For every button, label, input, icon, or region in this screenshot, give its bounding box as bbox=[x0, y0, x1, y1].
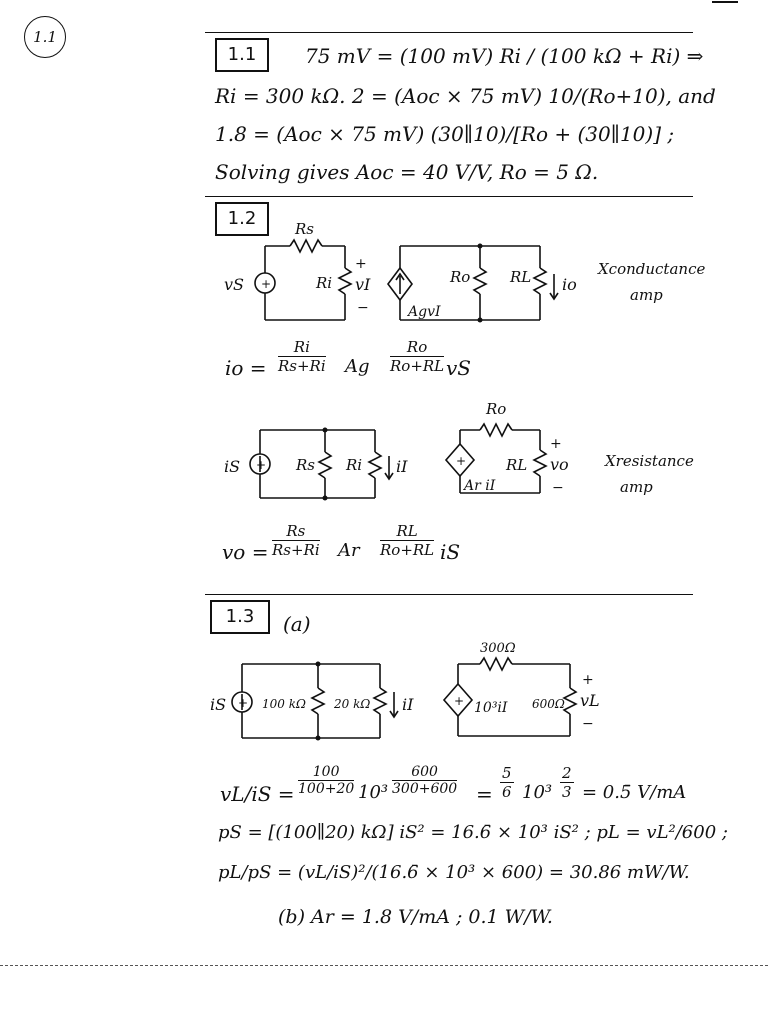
eq-vl-lhs: vL/iS = bbox=[220, 782, 295, 806]
eq-power-source: pS = [(100∥20) kΩ] iS² = 16.6̄ × 10³ iS² ; pL = vL²/600 ; bbox=[218, 822, 728, 843]
p11-line2: Ri = 300 kΩ. 2 = (Aoc × 75 mV) 10/(Ro+10), and bbox=[215, 84, 716, 108]
problem-label-1-1: 1.1 bbox=[215, 38, 269, 72]
eq-vo-mid: Ar bbox=[338, 540, 360, 561]
vl-label: vL bbox=[580, 691, 600, 710]
eq-io-d2: Ro+RL bbox=[390, 357, 445, 375]
svg-text:+: + bbox=[454, 694, 465, 708]
vs-label: vS bbox=[224, 275, 244, 294]
problem-1-3-circuit bbox=[210, 636, 690, 746]
r300-label: 300Ω bbox=[480, 641, 516, 656]
is-label: iS bbox=[224, 457, 241, 476]
eq-vo-frac2 bbox=[380, 522, 434, 559]
r600-label: 600Ω bbox=[532, 697, 565, 711]
vi-label: vI bbox=[355, 275, 371, 294]
p11-line4: Solving gives Aoc = 40 V/V, Ro = 5 Ω. bbox=[215, 160, 599, 184]
ii-label: iI bbox=[396, 457, 408, 476]
bottom-rule bbox=[0, 965, 768, 966]
rl2-label: RL bbox=[506, 456, 528, 474]
problem-label-1-2: 1.2 bbox=[215, 202, 269, 236]
eq-vl-mid1: 10³ bbox=[358, 782, 389, 803]
ii3-label: iI bbox=[402, 695, 414, 714]
part-a-label: (a) bbox=[283, 612, 311, 636]
vo-label: vo bbox=[550, 455, 569, 474]
eq-io-frac1 bbox=[278, 338, 326, 375]
p11-line1: 75 mV = (100 mV) Ri / (100 kΩ + Ri) ⇒ bbox=[305, 44, 704, 68]
eq-vl-n1: 100 bbox=[298, 764, 354, 781]
eq-vl-d4: 3 bbox=[562, 783, 572, 801]
rs-label: Rs bbox=[295, 220, 314, 238]
eq-vl-d3: 6 bbox=[502, 783, 512, 801]
page-number-badge bbox=[24, 16, 66, 58]
section-rule bbox=[205, 594, 693, 595]
eq-io-n2: Ro bbox=[390, 338, 444, 357]
minus-label: − bbox=[357, 300, 369, 316]
note-amp: amp bbox=[630, 286, 663, 304]
eq-vl-frac4 bbox=[560, 764, 574, 801]
dep-source3-label: 10³iI bbox=[474, 700, 508, 716]
section-rule bbox=[205, 196, 693, 197]
ro-label: Ro bbox=[450, 268, 471, 286]
io-label: io bbox=[562, 275, 577, 294]
eq-vl-frac1 bbox=[298, 764, 354, 797]
eq-vl-d2: 300+600 bbox=[392, 781, 458, 797]
eq-vl-rhs: = 0.5̄ V/mA bbox=[582, 782, 687, 803]
eq-vl-mid2: 10³ bbox=[522, 782, 553, 803]
eq-io-d1: Rs+Ri bbox=[278, 357, 326, 375]
eq-io-lhs: io = bbox=[225, 356, 267, 380]
eq-io-frac2 bbox=[390, 338, 444, 375]
note-xresistance: Xresistance bbox=[605, 452, 694, 470]
eq-power-ratio: pL/pS = (vL/iS)²/(16.6̄ × 10³ × 600) = 30.86 mW/W. bbox=[218, 862, 690, 883]
rs2-label: Rs bbox=[296, 456, 315, 474]
svg-text:+: + bbox=[238, 696, 249, 710]
eq-vl-d1: 100+20 bbox=[298, 781, 355, 797]
eq-vo-frac1 bbox=[272, 522, 320, 559]
note-xconductance: Xconductance bbox=[598, 260, 706, 278]
eq-vo-n1: Rs bbox=[272, 522, 320, 541]
minus3-label: − bbox=[582, 716, 594, 732]
transconductance-circuit bbox=[210, 218, 710, 328]
eq-io-rhs: vS bbox=[446, 356, 471, 380]
corner-mark bbox=[712, 1, 738, 3]
is3-label: iS bbox=[210, 695, 227, 714]
plus2-label: + bbox=[550, 436, 562, 452]
transresistance-circuit bbox=[210, 398, 710, 510]
dep-source2-label: Ar iI bbox=[464, 478, 496, 494]
r20k-label: 20 kΩ bbox=[334, 697, 371, 711]
eq-vl-n2: 600 bbox=[392, 764, 457, 781]
eq-vo-d1: Rs+Ri bbox=[272, 541, 320, 559]
problem-label-1-3: 1.3 bbox=[210, 600, 270, 634]
part-b-answer: (b) Ar = 1.8 V/mA ; 0.1 W/W. bbox=[278, 906, 553, 928]
svg-text:+: + bbox=[256, 458, 267, 472]
eq-vl-n3: 5 bbox=[502, 764, 512, 782]
note-amp2: amp bbox=[620, 478, 653, 496]
svg-text:+: + bbox=[261, 277, 272, 291]
eq-io-mid: Ag bbox=[345, 356, 370, 377]
eq-vl-eq: = bbox=[476, 782, 493, 806]
page-number: 1.1 bbox=[33, 28, 57, 46]
section-rule bbox=[205, 32, 693, 33]
svg-text:+: + bbox=[456, 454, 467, 468]
eq-vo-d2: Ro+RL bbox=[380, 541, 435, 559]
eq-vo-lhs: vo = bbox=[222, 540, 269, 564]
dep-source-label: AgvI bbox=[408, 304, 441, 320]
p11-line3: 1.8 = (Aoc × 75 mV) (30∥10)/[Ro + (30∥10)] ; bbox=[215, 122, 675, 146]
minus2-label: − bbox=[552, 480, 564, 496]
ri2-label: Ri bbox=[346, 456, 363, 474]
eq-io-n1: Ri bbox=[278, 338, 326, 357]
plus3-label: + bbox=[582, 672, 594, 688]
rl-label: RL bbox=[510, 268, 532, 286]
eq-vl-n4: 2 bbox=[562, 764, 572, 782]
ri-label: Ri bbox=[316, 274, 333, 292]
r100k-label: 100 kΩ bbox=[262, 697, 306, 711]
eq-vo-rhs: iS bbox=[440, 540, 461, 564]
eq-vo-n2: RL bbox=[380, 522, 434, 541]
ro2-label: Ro bbox=[486, 400, 507, 418]
eq-vl-frac2 bbox=[392, 764, 457, 797]
plus-label: + bbox=[355, 256, 367, 272]
eq-vl-frac3 bbox=[500, 764, 514, 801]
